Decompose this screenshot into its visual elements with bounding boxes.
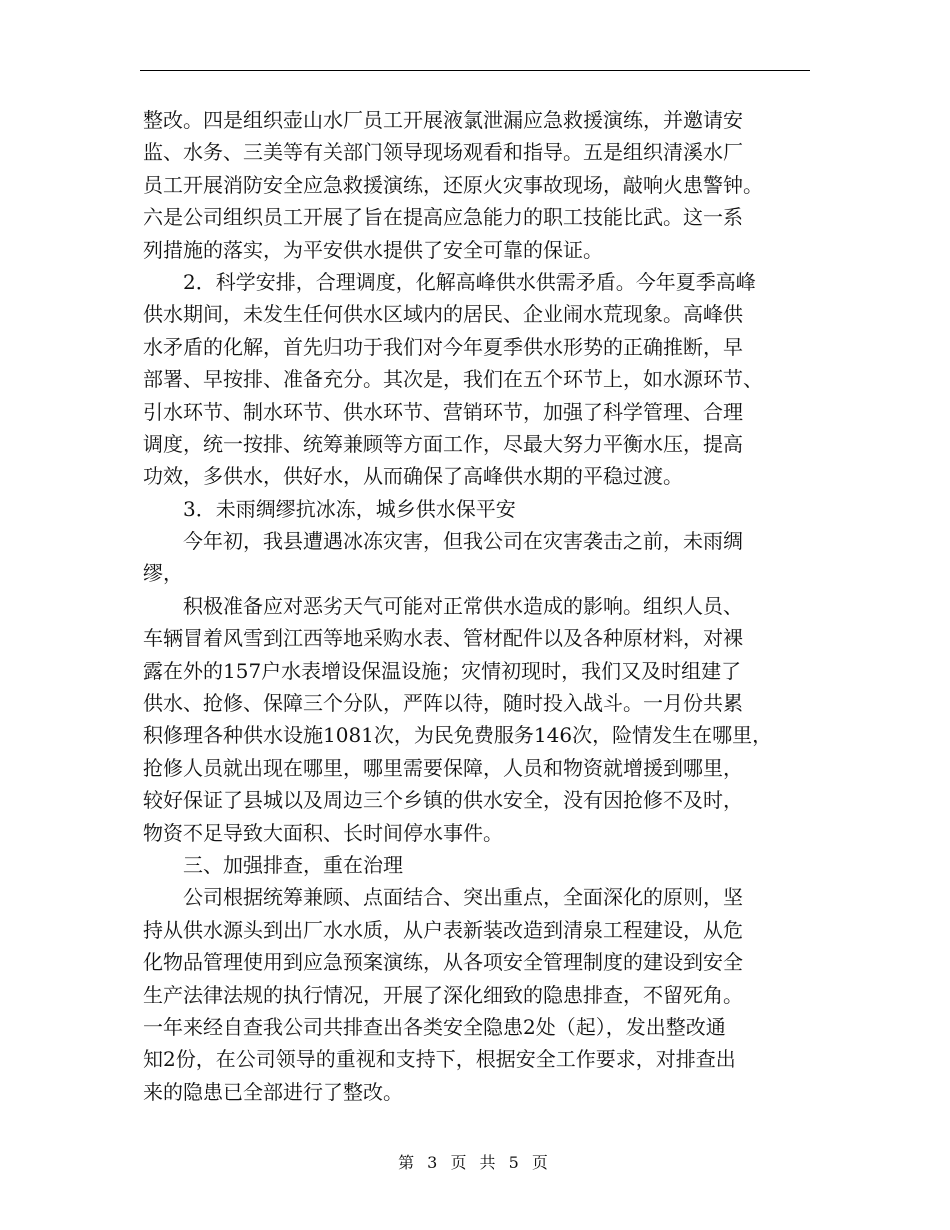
section-heading-2: 2．科学安排，合理调度，化解高峰供水供需矛盾。今年夏季高峰	[183, 269, 756, 294]
body-line: 车辆冒着风雪到江西等地采购水表、管材配件以及各种原材料，对裸	[143, 626, 743, 651]
header-rule	[140, 70, 810, 71]
body-line: 引水环节、制水环节、供水环节、营销环节，加强了科学管理、合理	[143, 399, 743, 424]
section-heading-3: 3．未雨绸缪抗冰冻，城乡供水保平安	[183, 496, 516, 521]
body-line: 较好保证了县城以及周边三个乡镇的供水安全，没有因抢修不及时，	[143, 788, 743, 813]
body-line: 今年初，我县遭遇冰冻灾害，但我公司在灾害袭击之前，未雨绸	[183, 529, 743, 554]
body-line: 功效，多供水，供好水，从而确保了高峰供水期的平稳过渡。	[143, 464, 683, 489]
body-line: 监、水务、三美等有关部门领导现场观看和指导。五是组织清溪水厂	[143, 140, 743, 165]
body-line: 来的隐患已全部进行了整改。	[143, 1079, 403, 1104]
body-line: 整改。四是组织壶山水厂员工开展液氯泄漏应急救援演练，并邀请安	[143, 108, 743, 132]
body-line: 公司根据统筹兼顾、点面结合、突出重点，全面深化的原则，坚	[183, 885, 743, 910]
body-line: 一年来经自查我公司共排查出各类安全隐患2处（起），发出整改通	[143, 1014, 726, 1039]
body-line: 六是公司组织员工开展了旨在提高应急能力的职工技能比武。这一系	[143, 205, 743, 230]
body-line: 供水、抢修、保障三个分队，严阵以待，随时投入战斗。一月份共累	[143, 691, 743, 716]
body-line: 抢修人员就出现在哪里，哪里需要保障，人员和物资就增援到哪里，	[143, 755, 743, 780]
body-line: 化物品管理使用到应急预案演练，从各项安全管理制度的建设到安全	[143, 950, 743, 975]
body-line: 积修理各种供水设施1081次，为民免费服务146次，险情发生在哪里，	[143, 723, 773, 748]
body-line: 列措施的落实，为平安供水提供了安全可靠的保证。	[143, 237, 603, 262]
body-line: 部署、早按排、准备充分。其次是，我们在五个环节上，如水源环节、	[143, 367, 763, 392]
body-line: 持从供水源头到出厂水水质，从户表新装改造到清泉工程建设，从危	[143, 917, 743, 942]
body-line: 水矛盾的化解，首先归功于我们对今年夏季供水形势的正确推断，早	[143, 334, 743, 359]
body-line: 调度，统一按排、统筹兼顾等方面工作，尽最大努力平衡水压，提高	[143, 431, 743, 456]
body-line: 积极准备应对恶劣天气可能对正常供水造成的影响。组织人员、	[183, 593, 743, 618]
body-line: 员工开展消防安全应急救援演练，还原火灾事故现场，敲响火患警钟。	[143, 172, 763, 197]
body-line: 知2份，在公司领导的重视和支持下，根据安全工作要求，对排查出	[143, 1047, 736, 1072]
page-indicator: 第 3 页 共 5 页	[398, 1153, 552, 1172]
section-heading-three: 三、加强排查，重在治理	[183, 852, 403, 877]
body-line: 生产法律法规的执行情况，开展了深化细致的隐患排查，不留死角。	[143, 982, 743, 1007]
body-line: 供水期间，未发生任何供水区域内的居民、企业闹水荒现象。高峰供	[143, 302, 743, 327]
body-line: 物资不足导致大面积、长时间停水事件。	[143, 820, 503, 845]
body-line: 缪，	[143, 561, 183, 586]
body-line: 露在外的157户水表增设保温设施；灾情初现时，我们又及时组建了	[143, 658, 742, 683]
document-body	[143, 104, 813, 1108]
